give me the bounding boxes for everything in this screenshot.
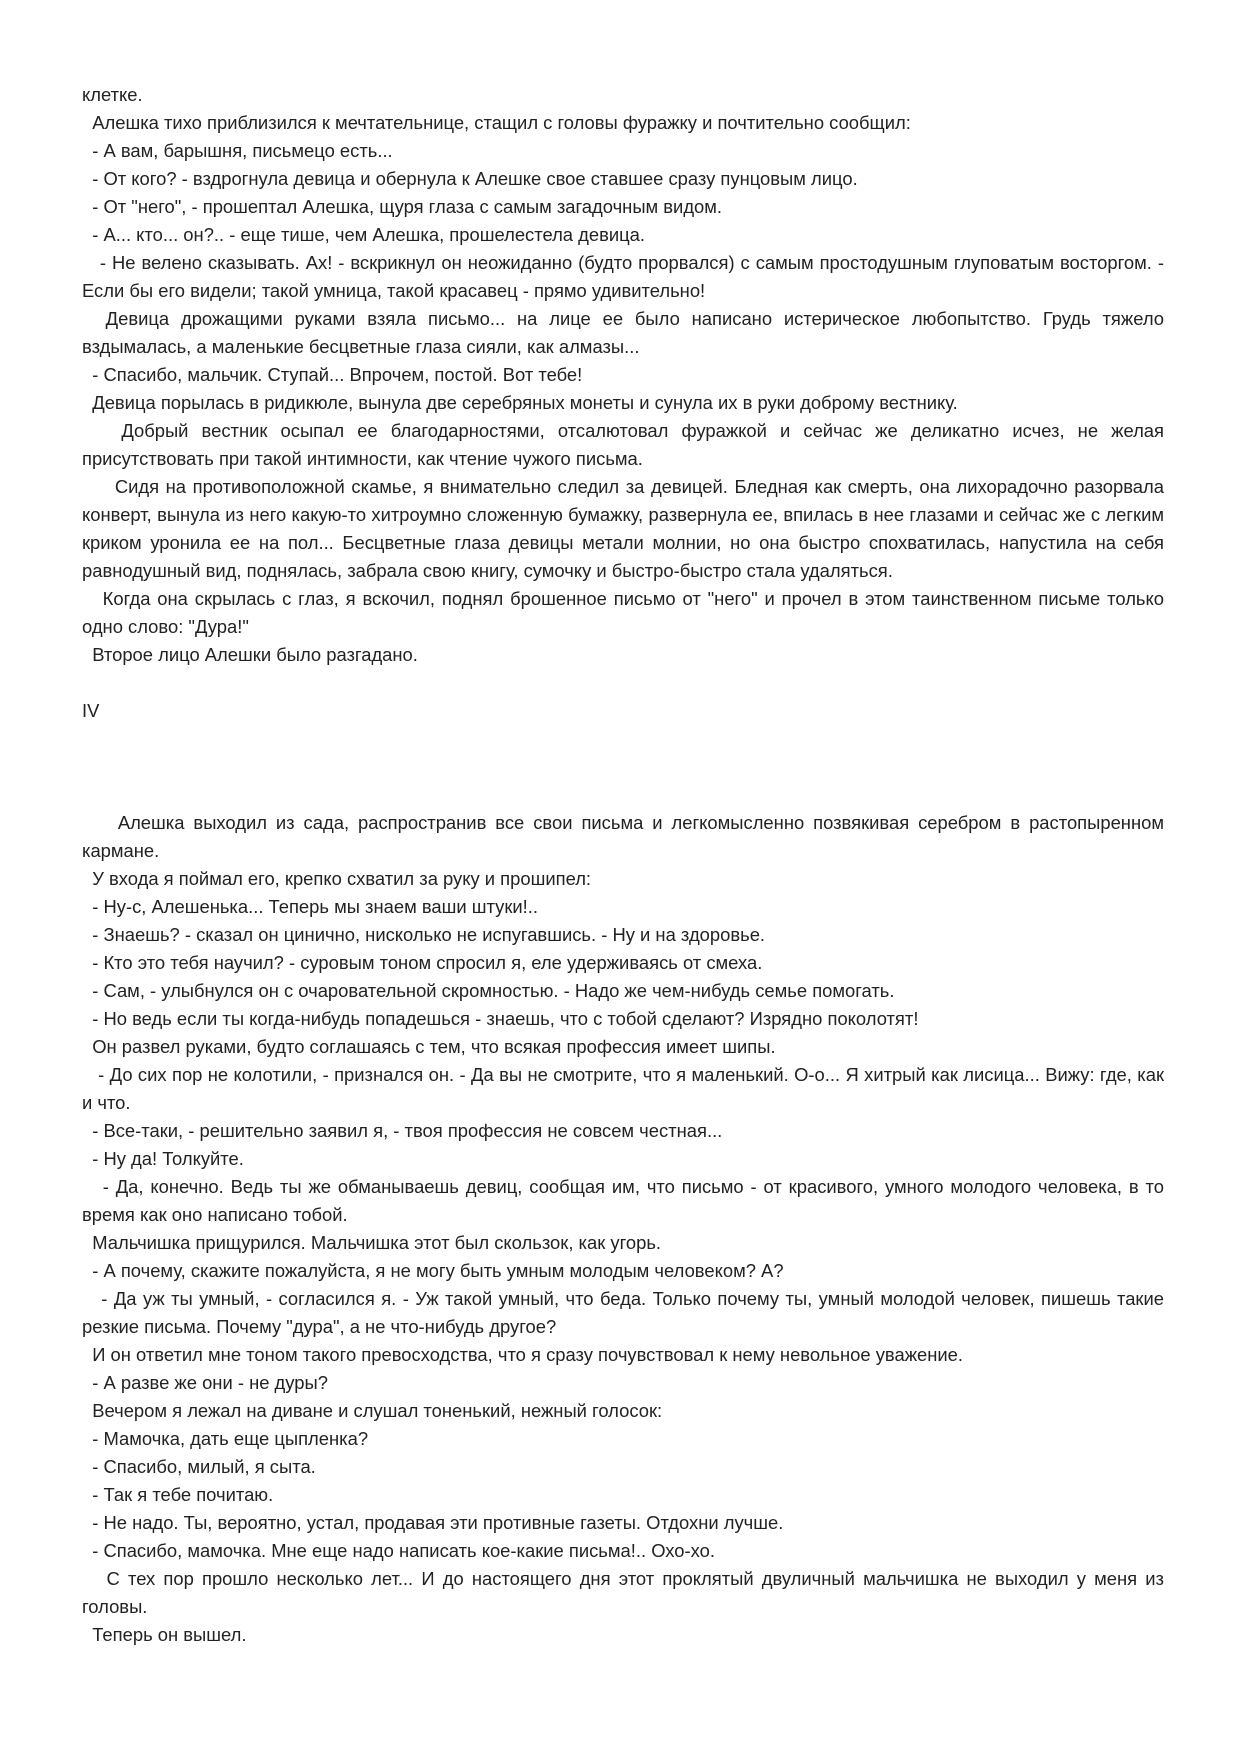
paragraph: С тех пор прошло несколько лет... И до настоящего дня этот проклятый двуличный мальчишка не выходил у меня из головы.: [82, 1568, 1170, 1617]
paragraph: - А... кто... он?.. - еще тише, чем Алешка, прошелестела девица.: [82, 224, 646, 245]
paragraph: - Кто это тебя научил? - суровым тоном спросил я, еле удерживаясь от смеха.: [82, 952, 763, 973]
paragraph: - Да уж ты умный, - согласился я. - Уж такой умный, что беда. Только почему ты, умный молодой человек, пишешь такие резкие письма. Почему "дура", а не что-нибудь другое?: [82, 1288, 1170, 1337]
paragraph: - Спасибо, мамочка. Мне еще надо написать кое-какие письма!.. Охо-хо.: [82, 1540, 715, 1561]
paragraph: Он развел руками, будто соглашаясь с тем, что всякая профессия имеет шипы.: [82, 1036, 776, 1057]
paragraph: Девица дрожащими руками взяла письмо... на лице ее было написано истерическое любопытство. Грудь тяжело вздымалась, а маленькие бесцветные глаза сияли, как алмазы...: [82, 308, 1170, 357]
paragraph: Девица порылась в ридикюле, вынула две серебряных монеты и сунула их в руки доброму вестнику.: [82, 392, 958, 413]
paragraph: - Ну да! Толкуйте.: [82, 1148, 244, 1169]
paragraph: - Так я тебе почитаю.: [82, 1484, 274, 1505]
paragraph: - До сих пор не колотили, - признался он. - Да вы не смотрите, что я маленький. О-о... Я хитрый как лисица... Вижу: где, как и что.: [82, 1064, 1170, 1113]
paragraph: Алешка тихо приблизился к мечтательнице, стащил с головы фуражку и почтительно сообщил:: [82, 112, 911, 133]
paragraph: Сидя на противоположной скамье, я внимательно следил за девицей. Бледная как смерть, она лихорадочно разорвала конверт, вынула из него какую-то хитроумно сложенную бумажку, развернула ее, впилась в нее глазами и сейчас же с легким криком уронила ее на пол... Бесцветные глаза девицы метали молнии, но она быстро спохватилась, напустила на себя равнодушный вид, поднялась, забрала свою книгу, сумочку и быстро-быстро стала удаляться.: [82, 476, 1170, 581]
paragraph: - Мамочка, дать еще цыпленка?: [82, 1428, 369, 1449]
paragraph: Вечером я лежал на диване и слушал тоненький, нежный голосок:: [82, 1400, 663, 1421]
paragraph: - Да, конечно. Ведь ты же обманываешь девиц, сообщая им, что письмо - от красивого, умного молодого человека, в то время как оно написано тобой.: [82, 1176, 1170, 1225]
paragraph: Теперь он вышел.: [82, 1624, 247, 1645]
paragraph: - Не надо. Ты, вероятно, устал, продавая эти противные газеты. Отдохни лучше.: [82, 1512, 784, 1533]
paragraph: - Сам, - улыбнулся он с очаровательной скромностью. - Надо же чем-нибудь семье помогать.: [82, 980, 895, 1001]
paragraph: - А разве же они - не дуры?: [82, 1372, 328, 1393]
paragraph: - Спасибо, мальчик. Ступай... Впрочем, постой. Вот тебе!: [82, 364, 583, 385]
paragraph: - А почему, скажите пожалуйста, я не могу быть умным молодым человеком? А?: [82, 1260, 784, 1281]
document-page: [82, 81, 1170, 1649]
paragraph: - Ну-с, Алешенька... Теперь мы знаем ваши штуки!..: [82, 896, 539, 917]
paragraph: Добрый вестник осыпал ее благодарностями, отсалютовал фуражкой и сейчас же деликатно исчез, не желая присутствовать при такой интимности, как чтение чужого письма.: [82, 420, 1170, 469]
paragraph: У входа я поймал его, крепко схватил за руку и прошипел:: [82, 868, 592, 889]
paragraph: - От "него", - прошептал Алешка, щуря глаза с самым загадочным видом.: [82, 196, 723, 217]
paragraph: Мальчишка прищурился. Мальчишка этот был скользок, как угорь.: [82, 1232, 662, 1253]
paragraph: - Спасибо, милый, я сыта.: [82, 1456, 316, 1477]
paragraph: - От кого? - вздрогнула девица и обернула к Алешке свое ставшее сразу пунцовым лицо.: [82, 168, 858, 189]
paragraph: И он ответил мне тоном такого превосходства, что я сразу почувствовал к нему невольное уважение.: [82, 1344, 964, 1365]
paragraph: клетке.: [82, 84, 143, 105]
paragraph: - А вам, барышня, письмецо есть...: [82, 140, 393, 161]
paragraph: - Все-таки, - решительно заявил я, - твоя профессия не совсем честная...: [82, 1120, 723, 1141]
paragraph: Второе лицо Алешки было разгадано.: [82, 644, 418, 665]
paragraph: - Знаешь? - сказал он цинично, нисколько не испугавшись. - Ну и на здоровье.: [82, 924, 766, 945]
text-section-chapter-iv: [82, 809, 1170, 1649]
paragraph: Алешка выходил из сада, распространив все свои письма и легкомысленно позвякивая серебром в растопыренном кармане.: [82, 812, 1170, 861]
chapter-heading: IV: [82, 700, 100, 721]
paragraph: Когда она скрылась с глаз, я вскочил, поднял брошенное письмо от "него" и прочел в этом таинственном письме только одно слово: "Дура!": [82, 588, 1170, 637]
paragraph: - Но ведь если ты когда-нибудь попадешься - знаешь, что с тобой сделают? Изрядно поколотят!: [82, 1008, 919, 1029]
text-section-before-chapter: [82, 81, 1170, 669]
paragraph: - Не велено сказывать. Ах! - вскрикнул он неожиданно (будто прорвался) с самым простодушным глуповатым восторгом. - Если бы его видели; такой умница, такой красавец - прямо удивительно!: [82, 252, 1170, 301]
